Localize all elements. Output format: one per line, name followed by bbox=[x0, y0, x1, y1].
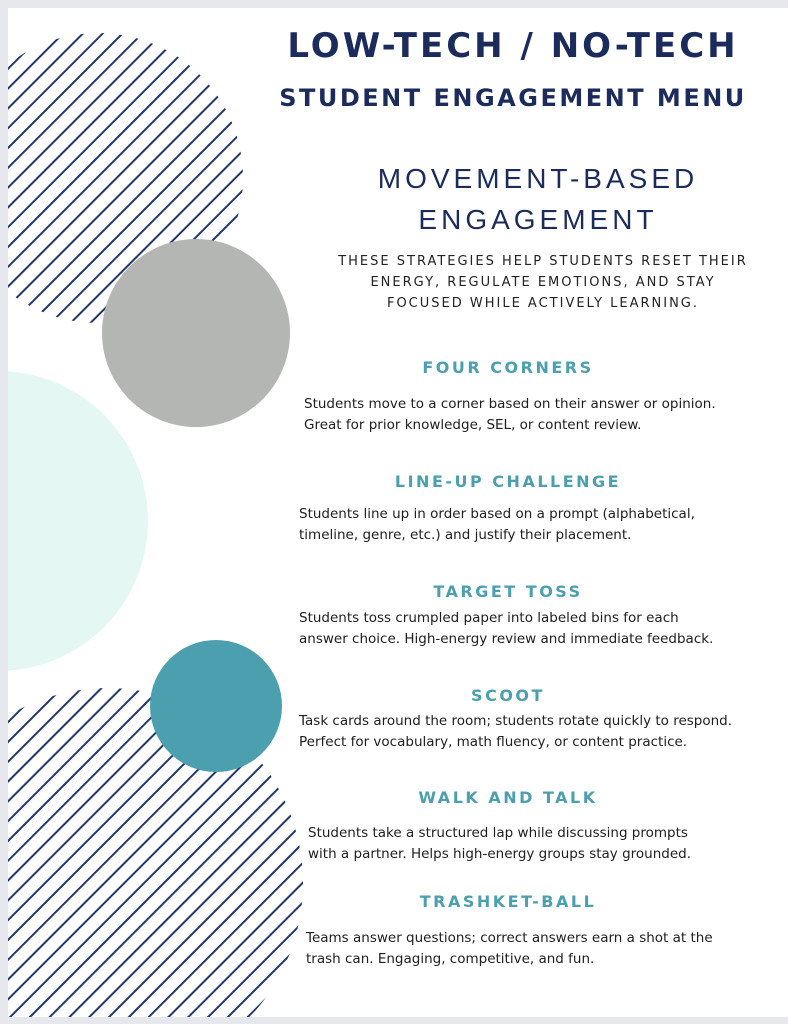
page-subtitle: STUDENT ENGAGEMENT MENU bbox=[279, 84, 747, 112]
section-intro bbox=[308, 251, 778, 314]
strategy-desc-line: timeline, genre, etc.) and justify their placement. bbox=[299, 527, 632, 543]
strategy-desc-trashket-ball bbox=[306, 928, 713, 970]
strategy-desc-line: Students line up in order based on a prompt (alphabetical, bbox=[299, 506, 695, 522]
strategy-desc-line: answer choice. High-energy review and immediate feedback. bbox=[299, 631, 714, 647]
strategy-desc-walk-and-talk bbox=[308, 823, 691, 865]
strategy-desc-line: trash can. Engaging, competitive, and fun. bbox=[306, 951, 595, 967]
page-title: LOW-TECH / NO-TECH bbox=[287, 26, 739, 66]
intro-line: ENERGY, REGULATE EMOTIONS, AND STAY bbox=[370, 275, 716, 290]
strategy-title-trashket-ball: TRASHKET-BALL bbox=[419, 892, 597, 911]
intro-line: THESE STRATEGIES HELP STUDENTS RESET THEIR bbox=[338, 254, 748, 269]
menu-page bbox=[8, 8, 788, 1017]
section-title bbox=[338, 158, 738, 240]
strategy-desc-line: Perfect for vocabulary, math fluency, or content practice. bbox=[299, 734, 688, 750]
teal-circle bbox=[150, 640, 282, 772]
strategy-desc-line: Teams answer questions; correct answers earn a shot at the bbox=[306, 930, 713, 946]
strategy-desc-line-up-challenge bbox=[299, 504, 695, 546]
mint-circle bbox=[8, 371, 148, 671]
intro-line: FOCUSED WHILE ACTIVELY LEARNING. bbox=[386, 296, 700, 311]
strategy-desc-four-corners bbox=[304, 394, 716, 436]
strategy-desc-line: with a partner. Helps high-energy groups stay grounded. bbox=[308, 846, 692, 862]
strategy-desc-scoot bbox=[299, 711, 732, 753]
section-title-line: ENGAGEMENT bbox=[418, 204, 658, 235]
strategy-desc-line: Students toss crumpled paper into labeled bins for each bbox=[299, 610, 679, 626]
gray-circle bbox=[102, 239, 290, 427]
strategy-title-line-up-challenge: LINE-UP CHALLENGE bbox=[394, 472, 622, 491]
strategy-title-walk-and-talk: WALK AND TALK bbox=[418, 788, 598, 807]
strategy-title-target-toss: TARGET TOSS bbox=[433, 582, 583, 601]
strategy-desc-line: Great for prior knowledge, SEL, or content review. bbox=[304, 417, 642, 433]
strategy-desc-line: Task cards around the room; students rotate quickly to respond. bbox=[299, 713, 733, 729]
strategy-desc-line: Students take a structured lap while discussing prompts bbox=[308, 825, 688, 841]
strategy-title-four-corners: FOUR CORNERS bbox=[422, 358, 594, 377]
strategy-title-scoot: SCOOT bbox=[471, 686, 545, 705]
strategy-desc-line: Students move to a corner based on their answer or opinion. bbox=[304, 396, 716, 412]
section-title-line: MOVEMENT-BASED bbox=[377, 163, 699, 194]
strategy-desc-target-toss bbox=[299, 608, 713, 650]
